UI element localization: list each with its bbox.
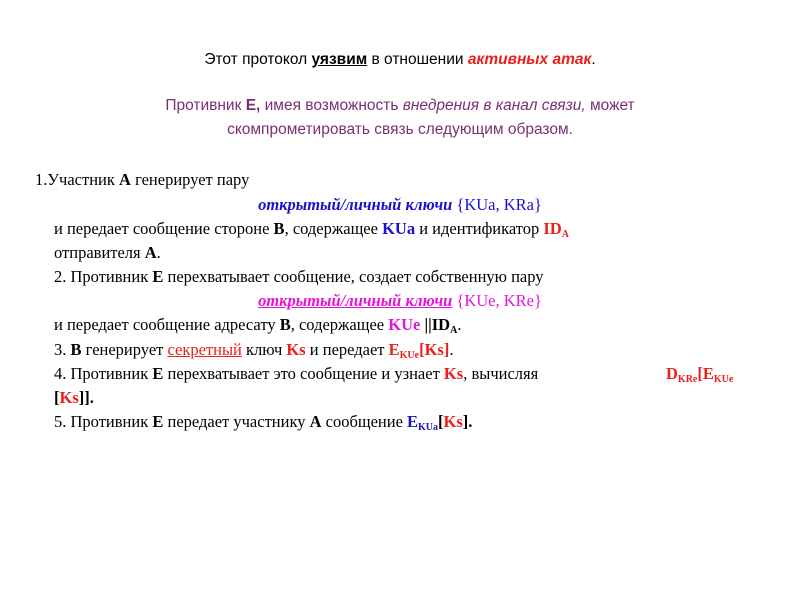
- vulnerable-word: уязвим: [311, 51, 368, 68]
- text-span: 2. Противник: [54, 267, 153, 286]
- step-1-line-3: [54, 219, 569, 240]
- step-5-line: [54, 412, 472, 433]
- text-span: ||: [420, 315, 432, 334]
- text-span: ID: [431, 315, 451, 334]
- step-2-keypair: [0, 291, 800, 311]
- text-span: , вычисляя: [463, 364, 539, 383]
- intro-line-3: скомпрометировать связь следующим образом.: [227, 121, 573, 138]
- text-span: [: [438, 412, 444, 431]
- session-key: Ks: [286, 340, 306, 359]
- text-span: [E: [697, 364, 714, 383]
- text-span: перехватывает это сообщение и узнает: [163, 364, 444, 383]
- text-span: отправителя: [54, 243, 145, 262]
- text-span: перехватывает сообщение, создает собственную пару: [163, 267, 544, 286]
- text-span: E: [152, 412, 164, 431]
- step-4-line-1: [54, 364, 538, 384]
- decrypt-expr: [666, 364, 733, 383]
- text-span: B: [273, 219, 285, 238]
- text-span: генерирует: [81, 340, 168, 359]
- text-span: B: [70, 340, 82, 359]
- subscript: A: [450, 325, 458, 336]
- subscript: KUe: [713, 374, 734, 385]
- text-span: [Ks]: [419, 340, 450, 359]
- text-span: ключ: [241, 340, 287, 359]
- text-span: Противник: [165, 97, 246, 114]
- session-key: Ks: [443, 412, 463, 431]
- text-span: A: [309, 412, 322, 431]
- step-4-formula-start: [666, 364, 733, 385]
- id-a: [543, 219, 569, 238]
- text-span: генерирует пару: [130, 170, 250, 189]
- text-span: и передает сообщение стороне: [54, 219, 274, 238]
- active-attacks-phrase: активных атак: [467, 51, 592, 68]
- text-span: 5. Противник: [54, 412, 153, 431]
- subscript: KRe: [677, 374, 698, 385]
- text-span: имея возможность: [260, 97, 403, 114]
- subscript: KUa: [418, 422, 439, 433]
- text-span: .: [591, 51, 596, 68]
- text-span: KUa: [382, 219, 416, 238]
- text-span: и передает сообщение адресату: [54, 315, 280, 334]
- step-3-line: [54, 340, 453, 361]
- text-span: передает участнику: [163, 412, 310, 431]
- session-key: Ks: [443, 364, 464, 383]
- text-span: может: [585, 97, 635, 114]
- text-span: ID: [543, 219, 562, 238]
- text-span: в отношении: [367, 51, 468, 68]
- keypair-label: открытый/личный ключи: [258, 195, 453, 214]
- id-a: [432, 315, 458, 334]
- keypair-values: {KUe, KRe}: [452, 291, 542, 310]
- text-span: A: [119, 170, 131, 189]
- step-2-line-3: [54, 315, 461, 336]
- text-span: 4. Противник: [54, 364, 153, 383]
- text-span: внедрения в канал связи,: [402, 97, 586, 114]
- text-span: KUe: [388, 315, 421, 334]
- text-span: , содержащее: [290, 315, 389, 334]
- text-span: 1.Участник: [35, 170, 120, 189]
- text-span: ]].: [78, 388, 94, 407]
- text-span: E: [407, 412, 419, 431]
- text-span: A: [144, 243, 157, 262]
- text-span: .: [449, 340, 454, 359]
- encrypted-key: [407, 412, 438, 431]
- encrypted-key: [389, 340, 450, 359]
- step-1-line-4: [54, 243, 161, 263]
- step-4-line-2: [54, 388, 94, 408]
- text-span: и идентификатор: [415, 219, 544, 238]
- keypair-label: открытый/личный ключи: [258, 291, 453, 310]
- text-span: Этот протокол: [204, 51, 312, 68]
- text-span: [: [54, 388, 60, 407]
- intro-line-2: [0, 97, 800, 115]
- adversary-label: E,: [245, 97, 261, 114]
- secret-word: секретный: [167, 340, 242, 359]
- step-2-line-1: [54, 267, 544, 287]
- text-span: сообщение: [321, 412, 408, 431]
- text-span: E: [152, 364, 164, 383]
- subscript: A: [561, 229, 569, 240]
- subscript: KUe: [399, 350, 420, 361]
- text-span: , содержащее: [284, 219, 383, 238]
- text-span: ].: [462, 412, 473, 431]
- text-span: и передает: [305, 340, 389, 359]
- keypair-values: {KUa, KRa}: [452, 195, 542, 214]
- text-span: B: [279, 315, 291, 334]
- text-span: E: [152, 267, 164, 286]
- text-span: .: [457, 315, 462, 334]
- text-span: E: [388, 340, 400, 359]
- text-span: .: [156, 243, 161, 262]
- session-key: Ks: [59, 388, 79, 407]
- step-1-line-1: [35, 170, 249, 190]
- intro-line-1: [0, 51, 800, 69]
- text-span: 3.: [54, 340, 71, 359]
- step-1-keypair: [0, 195, 800, 215]
- text-span: D: [666, 364, 678, 383]
